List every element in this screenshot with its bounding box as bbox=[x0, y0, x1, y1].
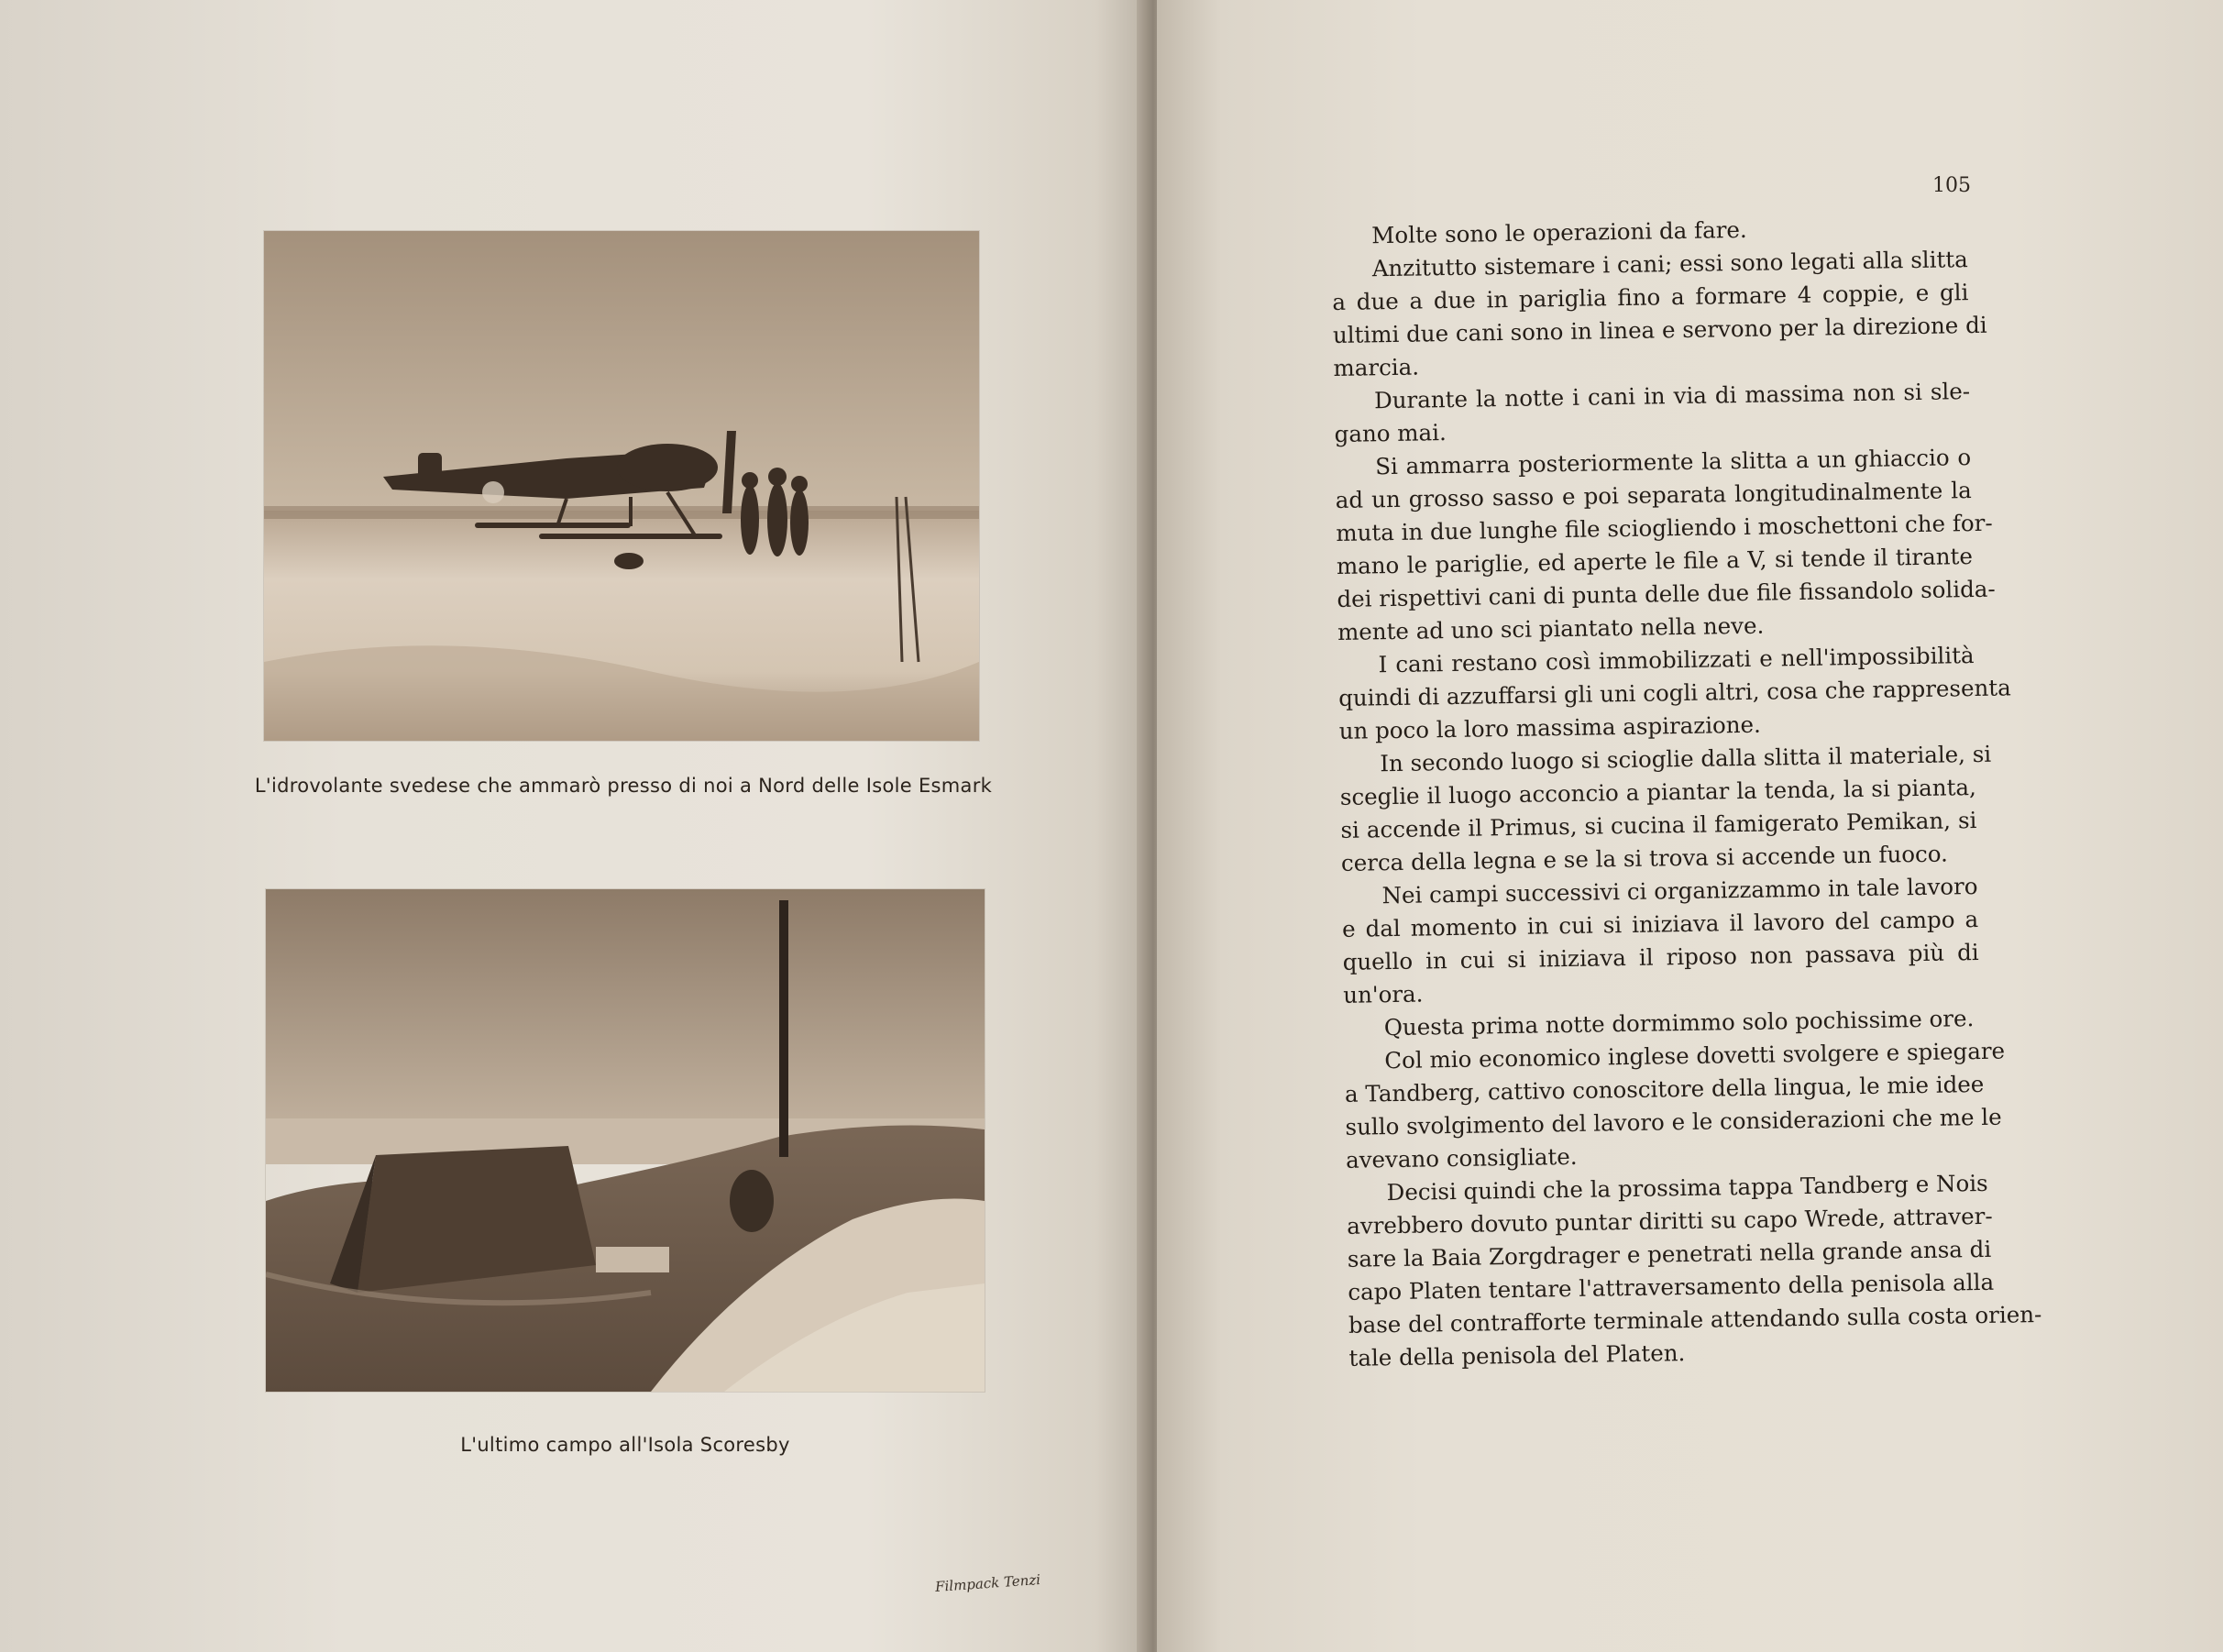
camp-photo-caption: L'ultimo campo all'Isola Scoresby bbox=[460, 1434, 790, 1456]
text-line: a due a due in pariglia fino a formare 4 coppie, e gli bbox=[1332, 279, 1969, 315]
page-number: 105 bbox=[1932, 174, 1971, 197]
text-line: e dal momento in cui si iniziava il lavoro del campo a bbox=[1341, 906, 1979, 942]
body-text bbox=[1331, 210, 2042, 1375]
text-line: Nei campi successivi ci organizzammo in tale lavoro bbox=[1381, 873, 1978, 909]
text-line: In secondo luogo si scioglie dalla slitta il materiale, si bbox=[1380, 740, 1992, 777]
text-line: avevano consigliate. bbox=[1345, 1142, 1578, 1173]
seaplane-photo-caption: L'idrovolante svedese che ammarò presso di noi a Nord delle Isole Esmark bbox=[254, 775, 993, 797]
text-line: ad un grosso sasso e poi separata longitudinalmente la bbox=[1335, 477, 1972, 513]
text-line: base del contrafforte terminale attendando sulla costa orien- bbox=[1348, 1300, 2042, 1338]
text-line: si accende il Primus, si cucina il famigerato Pemikan, si bbox=[1340, 807, 1977, 843]
text-line: cerca della legna e se la si trova si accende un fuoco. bbox=[1340, 840, 1949, 876]
text-line: avrebbero dovuto puntar diritti su capo Wrede, attraver- bbox=[1347, 1202, 1993, 1239]
text-line: Durante la notte i cani in via di massima non si sle- bbox=[1373, 378, 1971, 414]
photo-credit: Filmpack Tenzi bbox=[934, 1571, 1041, 1595]
text-line: capo Platen tentare l'attraversamento della penisola alla bbox=[1348, 1268, 1995, 1305]
text-line: mano le pariglie, ed aperte le file a V, si tende il tirante bbox=[1336, 543, 1974, 579]
text-line: gano mai. bbox=[1334, 419, 1447, 447]
text-line: Decisi quindi che la prossima tappa Tandberg e Nois bbox=[1386, 1169, 1988, 1206]
text-line: quello in cui si iniziava il riposo non passava più di bbox=[1342, 939, 1979, 975]
text-line: tale della penisola del Platen. bbox=[1348, 1339, 1686, 1371]
text-line: a Tandberg, cattivo conoscitore della lingua, le mie idee bbox=[1344, 1070, 1985, 1107]
text-line: Molte sono le operazioni da fare. bbox=[1371, 215, 1747, 249]
text-line: Questa prima notte dormimmo solo pochissime ore. bbox=[1383, 1005, 1975, 1041]
text-line: sceglie il luogo acconcio a piantar la tenda, la si pianta, bbox=[1339, 774, 1977, 810]
text-line: Col mio economico inglese dovetti svolgere e spiegare bbox=[1384, 1037, 2006, 1074]
text-line: un poco la loro massima aspirazione. bbox=[1338, 710, 1762, 744]
text-line: dei rispettivi cani di punta delle due file fissandolo solida- bbox=[1337, 575, 1996, 612]
text-line: ultimi due cani sono in linea e servono per la direzione di bbox=[1332, 311, 1987, 348]
text-line: muta in due lunghe file sciogliendo i moschettoni che for- bbox=[1336, 509, 1993, 546]
text-line: I cani restano così immobilizzati e nell'impossibilità bbox=[1378, 642, 1975, 678]
text-line: marcia. bbox=[1333, 353, 1420, 381]
seaplane-photo bbox=[264, 231, 979, 741]
text-line: sullo svolgimento del lavoro e le considerazioni che me le bbox=[1345, 1103, 2002, 1140]
text-line: Anzitutto sistemare i cani; essi sono legati alla slitta bbox=[1371, 246, 1968, 282]
text-line: Si ammarra posteriormente la slitta a un ghiaccio o bbox=[1374, 444, 1972, 480]
text-line: quindi di azzuffarsi gli uni cogli altri, cosa che rappresenta bbox=[1337, 674, 2011, 711]
text-line: sare la Baia Zorgdrager e penetrati nella grande ansa di bbox=[1347, 1235, 1992, 1272]
text-line: mente ad uno sci piantato nella neve. bbox=[1337, 611, 1765, 645]
text-line: un'ora. bbox=[1343, 980, 1424, 1008]
camp-photo bbox=[266, 889, 985, 1392]
